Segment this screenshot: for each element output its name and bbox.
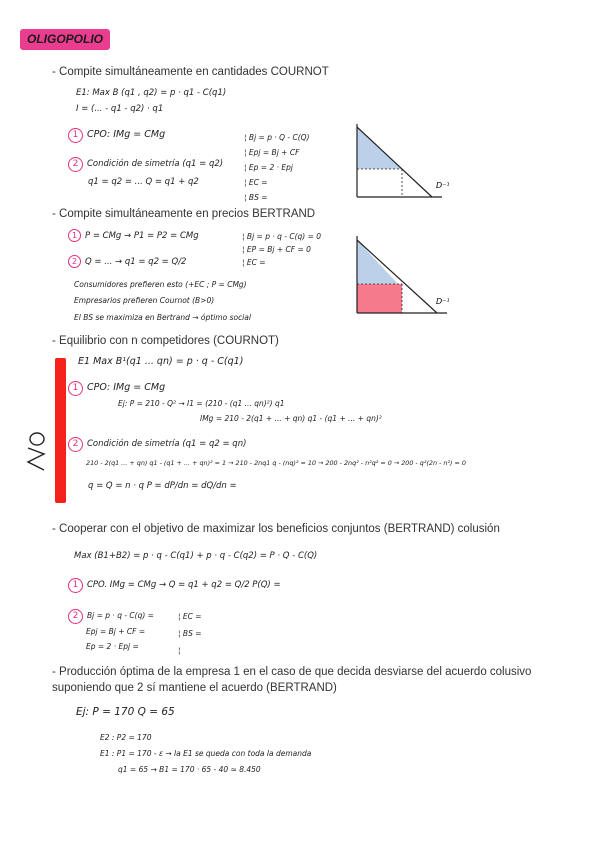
collusion-max: Max (B1+B2) = p · q - C(q1) + p · q - C(q2) = P · Q - C(Q)	[74, 551, 318, 561]
bertrand-social-note: El BS se maximiza en Bertrand → óptimo social	[74, 313, 251, 322]
cournot-symmetry-eq: q1 = q2 = ... Q = q1 + q2	[88, 177, 199, 187]
bertrand-demand-graph	[352, 234, 462, 318]
demand-label: D⁻¹	[436, 181, 450, 190]
cournot-max-line: E1: Max B (q1 , q2) = p · q1 - C(q1)	[76, 88, 227, 98]
collusion-welfare: ¦ EC = ¦ BS = ¦	[178, 612, 202, 655]
page-title: OLIGOPOLIO	[20, 29, 110, 50]
collusion-cpo: 1 CPO. IMg = CMg → Q = q1 + q2 = Q/2 P(Q) =	[68, 578, 281, 593]
bertrand-consumers-note: Consumidores prefieren esto (+EC ; P = CMg)	[74, 280, 247, 289]
cournot-results: ¦ Bj = p · Q - C(Q) ¦ Epj = Bj + CF ¦ Ep = 2 · Epj ¦ EC = ¦ BS =	[244, 133, 310, 202]
cournot-demand-graph	[352, 122, 462, 202]
red-margin-bar	[55, 358, 66, 503]
section-heading-n-competitors: - Equilibrio con n competidores (COURNOT)	[52, 335, 279, 347]
bertrand-step1: 1 P = CMg → P1 = P2 = CMg	[68, 229, 199, 242]
cournot-cpo: 1 CPO: IMg = CMg	[68, 128, 165, 143]
deviation-firm1: E1 : P1 = 170 - ε → la E1 se queda con toda la demanda	[100, 749, 312, 758]
n-competitors-cpo: 1 CPO: IMg = CMg	[68, 381, 165, 396]
n-competitors-results: q = Q = n · q P = dP/dn = dQ/dn =	[88, 481, 237, 491]
handwritten-n-mark	[22, 430, 52, 475]
cournot-symmetry: 2 Condición de simetría (q1 = q2)	[68, 157, 223, 172]
section-heading-deviation: - Producción óptima de la empresa 1 en el caso de que decida desviarse del acuerdo colusivo suponiendo que 2 sí mantiene el acuerdo (BERTRAND)	[52, 666, 532, 694]
n-competitors-derivation: 210 - 2(q1 ... + qn) q1 - (q1 + ... + qn)² = 1 → 210 - 2nq1 q - (nq)² = 10 → 200 - 2nq² - n²q² = 0 → 200 - q²(2n - n²) = 0	[86, 459, 466, 467]
consumer-surplus-area	[357, 240, 398, 284]
section-heading-collusion: - Cooperar con el objetivo de maximizar los beneficios conjuntos (BERTRAND) colusión	[52, 523, 500, 535]
cost-area	[357, 284, 402, 313]
collusion-benefits: 2 Bj = p · q - C(q) = Epj = Bj + CF = Ep = 2 · Epj =	[68, 608, 154, 654]
bertrand-firms-note: Empresarios prefieren Cournot (B>0)	[74, 296, 215, 305]
n-competitors-example: Ej: P = 210 - Q² → I1 = (210 - (q1 ... qn)²) q1	[118, 399, 285, 408]
n-competitors-max: E1 Max B¹(q1 ... qn) = p · q - C(q1)	[78, 356, 244, 367]
n-competitors-img: IMg = 210 - 2(q1 + ... + qn) q1 - (q1 + ... + qn)²	[200, 414, 382, 423]
deviation-firm2: E2 : P2 = 170	[100, 733, 152, 742]
deviation-example: Ej: P = 170 Q = 65	[76, 706, 175, 718]
bertrand-step2: 2 Q = ... → q1 = q2 = Q/2	[68, 255, 186, 268]
bertrand-results: ¦ Bj = p · q - C(q) = 0 ¦ EP = Bj + CF = 0 ¦ EC =	[242, 232, 322, 267]
deviation-profit: q1 = 65 → B1 = 170 · 65 - 40 ≃ 8.450	[118, 765, 261, 774]
section-heading-bertrand: - Compite simultáneamente en precios BERTRAND	[52, 208, 316, 220]
demand-label: D⁻¹	[436, 297, 450, 306]
n-competitors-symmetry: 2 Condición de simetría (q1 = q2 = qn)	[68, 437, 246, 452]
cournot-income-line: I = (... - q1 - q2) · q1	[76, 104, 164, 114]
section-heading-cournot: - Compite simultáneamente en cantidades COURNOT	[52, 66, 329, 78]
